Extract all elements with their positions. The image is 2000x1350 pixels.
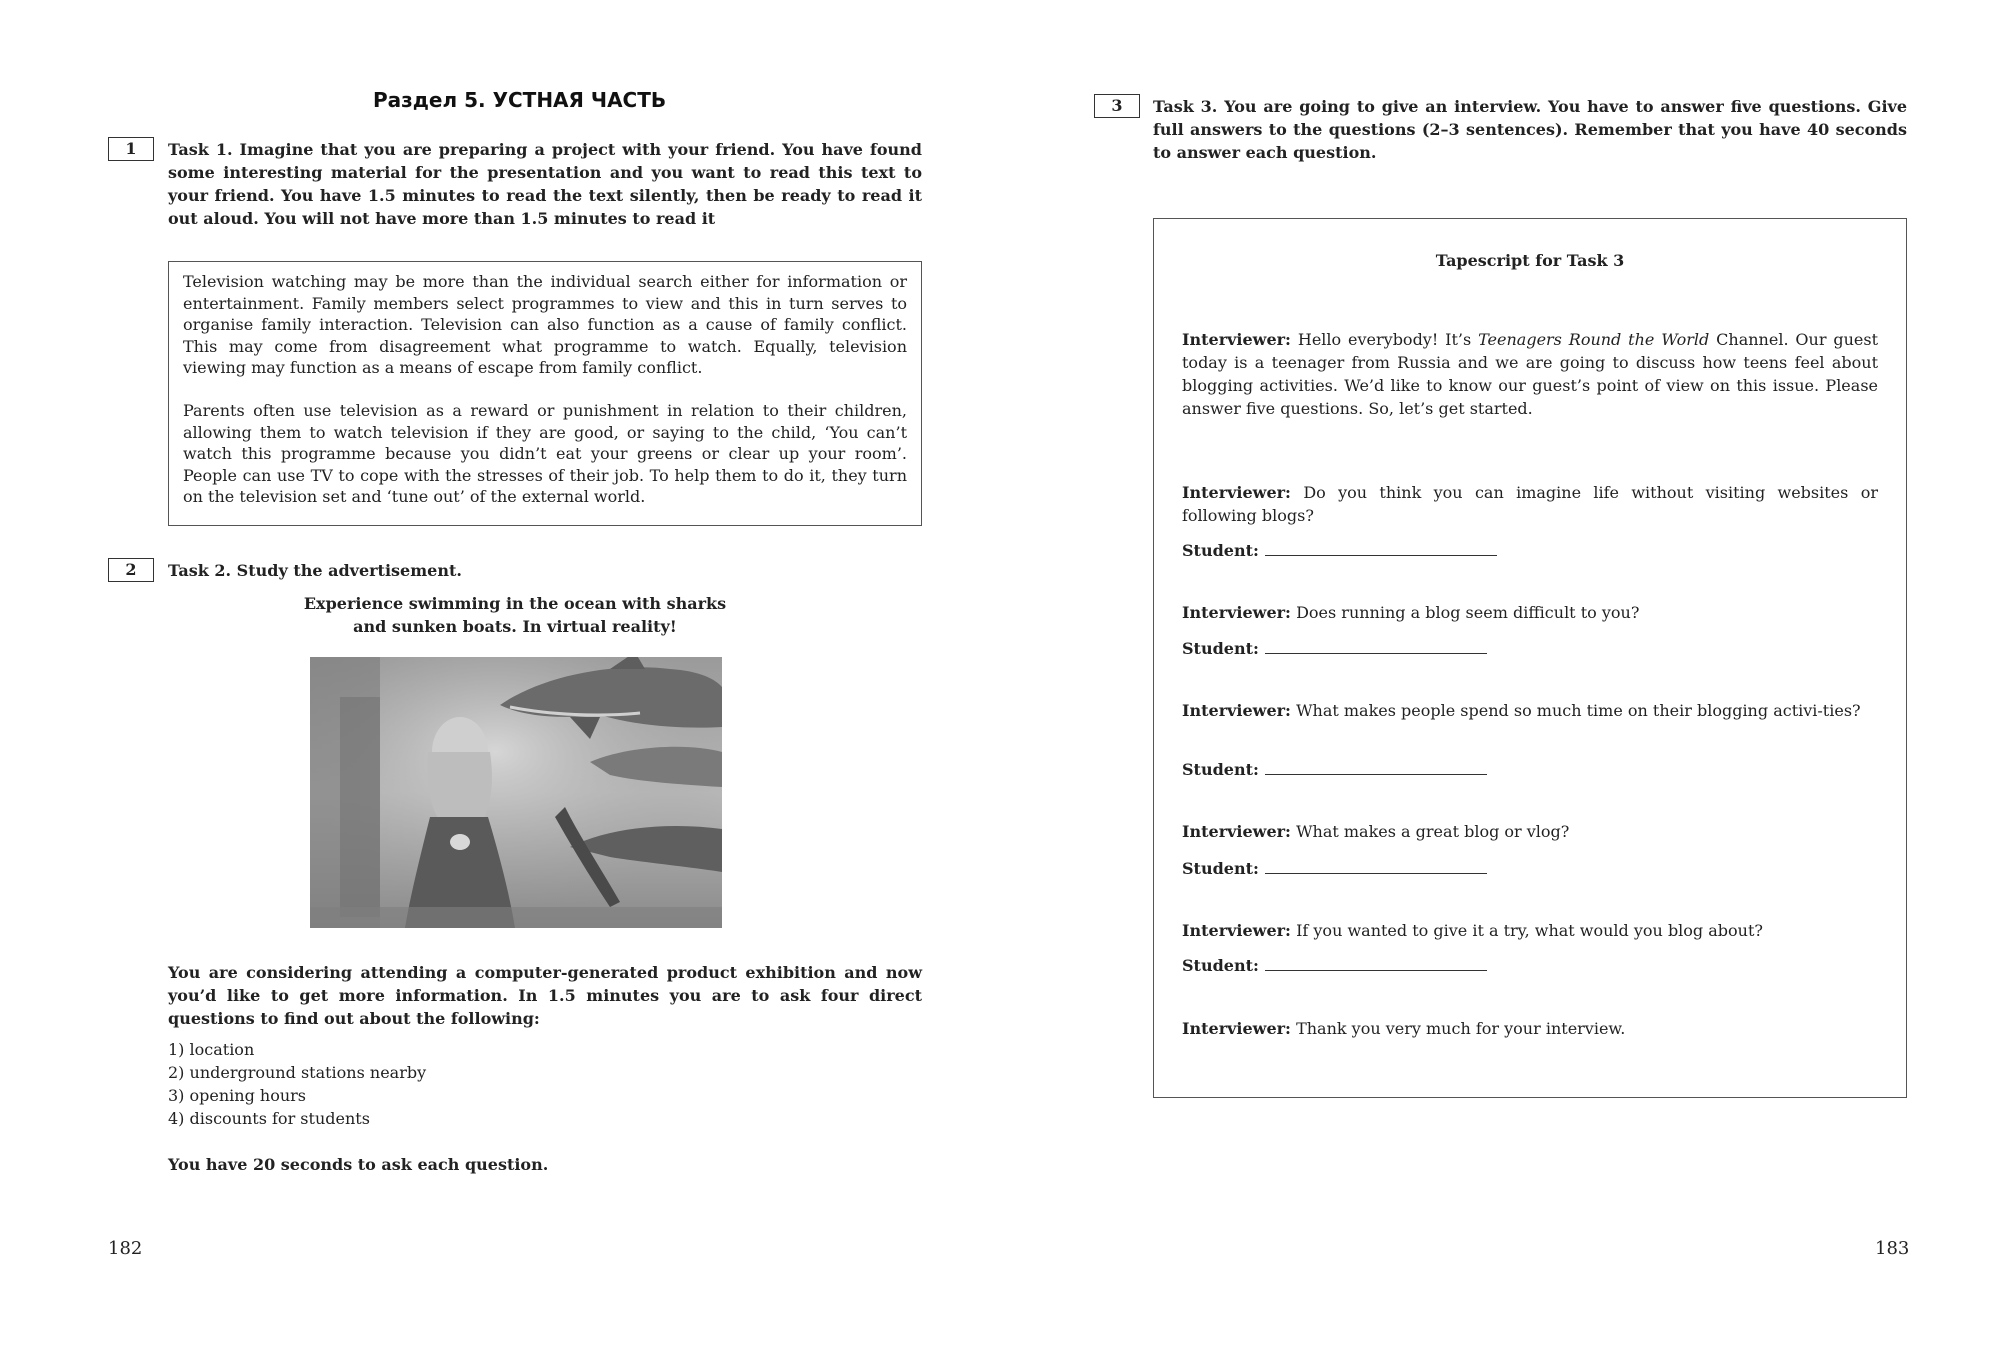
interviewer-label: Interviewer: — [1182, 603, 1291, 622]
question-topics-list — [168, 1038, 426, 1130]
student-answer-1 — [1182, 541, 1497, 560]
task2-number: 2 — [108, 558, 154, 582]
list-item: 4) discounts for students — [168, 1109, 370, 1128]
interviewer-label: Interviewer: — [1182, 822, 1291, 841]
student-answer-5 — [1182, 956, 1487, 975]
task1-number: 1 — [108, 137, 154, 161]
task2-description: You are considering attending a computer-generated product exhibition and now you’d like to get more information. In 1.5 minutes you are to ask four direct questions to find out about the following: — [168, 963, 922, 1028]
task1-instruction: Task 1. Imagine that you are preparing a project with your friend. You have found some interesting material for the presentation and you want to read this text to your friend. You have 1.5 minutes to read the text silently, then be ready to read it out aloud. You will not have more than 1.5 minutes to read it — [168, 140, 922, 228]
dialogue-question-1 — [1182, 481, 1878, 527]
section-title: Раздел 5. УСТНАЯ ЧАСТЬ — [373, 88, 667, 112]
question-text: If you wanted to give it a try, what would you blog about? — [1296, 921, 1763, 940]
interviewer-label: Interviewer: — [1182, 921, 1291, 940]
ad-photo — [310, 657, 722, 928]
student-label: Student: — [1182, 541, 1259, 560]
list-item: 2) underground stations nearby — [168, 1063, 427, 1082]
answer-line — [1265, 859, 1487, 874]
question-text: What makes a great blog or vlog? — [1296, 822, 1570, 841]
intro-text-a: Hello everybody! It’s — [1297, 330, 1472, 349]
ad-headline — [280, 592, 750, 638]
task3-number: 3 — [1094, 94, 1140, 118]
dialogue-question-5 — [1182, 919, 1878, 942]
interviewer-label: Interviewer: — [1182, 330, 1291, 349]
task2-closing: You have 20 seconds to ask each question. — [168, 1155, 549, 1174]
dialogue-question-4 — [1182, 820, 1878, 843]
tapescript-box — [1153, 218, 1907, 1098]
answer-line — [1265, 639, 1487, 654]
page-number-left: 182 — [108, 1238, 143, 1259]
interviewer-label: Interviewer: — [1182, 701, 1291, 720]
closing-text: Thank you very much for your interview. — [1296, 1019, 1626, 1038]
tapescript-title: Tapescript for Task 3 — [1435, 251, 1625, 270]
question-text: What makes people spend so much time on their blogging activi-ties? — [1296, 701, 1861, 720]
task3-instruction: Task 3. You are going to give an interview. You have to answer five questions. Give full answers to the questions (2–3 sentences). Remember that you have 40 seconds to answer each question. — [1153, 97, 1907, 162]
dialogue-intro — [1182, 328, 1878, 420]
student-label: Student: — [1182, 956, 1259, 975]
answer-line — [1265, 541, 1497, 556]
reading-text-box — [168, 261, 922, 526]
task2-instruction: Task 2. Study the advertisement. — [168, 561, 462, 580]
question-text: Do you think you can imagine life without visiting websites or following blogs? — [1182, 483, 1878, 525]
dialogue-question-3 — [1182, 699, 1878, 722]
ad-line-2: and sunken boats. In virtual reality! — [353, 617, 677, 636]
ad-line-1: Experience swimming in the ocean with sharks — [303, 594, 727, 613]
student-answer-3 — [1182, 760, 1487, 779]
right-page — [1000, 0, 2000, 1350]
student-answer-4 — [1182, 859, 1487, 878]
page-number-right: 183 — [1875, 1238, 1910, 1259]
student-label: Student: — [1182, 760, 1259, 779]
student-label: Student: — [1182, 859, 1259, 878]
answer-line — [1265, 956, 1487, 971]
interviewer-label: Interviewer: — [1182, 1019, 1291, 1038]
reading-paragraph-2: Parents often use television as a reward or punishment in relation to their children, allowing them to watch television if they are good, or saying to the child, ‘You can’t watch this programme because you didn’t eat your greens or clear up your room’. People can use TV to cope with the stresses of their job. To help them to do it, they turn on the television set and ‘tune out’ of the external world. — [183, 400, 907, 507]
answer-line — [1265, 760, 1487, 775]
student-answer-2 — [1182, 639, 1487, 658]
dialogue-closing — [1182, 1017, 1878, 1040]
dialogue-question-2 — [1182, 601, 1878, 624]
intro-text-b: Channel. Our guest today is a teenager from Russia and we are going to discuss how teens feel about blogging activities. We’d like to know our guest’s point of view on this issue. Please answer five questions. So, let’s get started. — [1182, 330, 1879, 418]
list-item: 1) location — [168, 1040, 255, 1059]
interviewer-label: Interviewer: — [1182, 483, 1291, 502]
list-item: 3) opening hours — [168, 1086, 307, 1105]
shark-aquarium-image — [310, 657, 722, 928]
reading-paragraph-1: Television watching may be more than the individual search either for information or entertainment. Family members select programmes to view and this in turn serves to organise family interaction. Television can also function as a cause of family conflict. This may come from disagreement what programme to watch. Equally, television viewing may function as a means of escape from family conflict. — [183, 272, 907, 378]
question-text: Does running a blog seem difficult to you? — [1296, 603, 1640, 622]
student-label: Student: — [1182, 639, 1259, 658]
channel-name: Teenagers Round the World — [1478, 330, 1710, 349]
